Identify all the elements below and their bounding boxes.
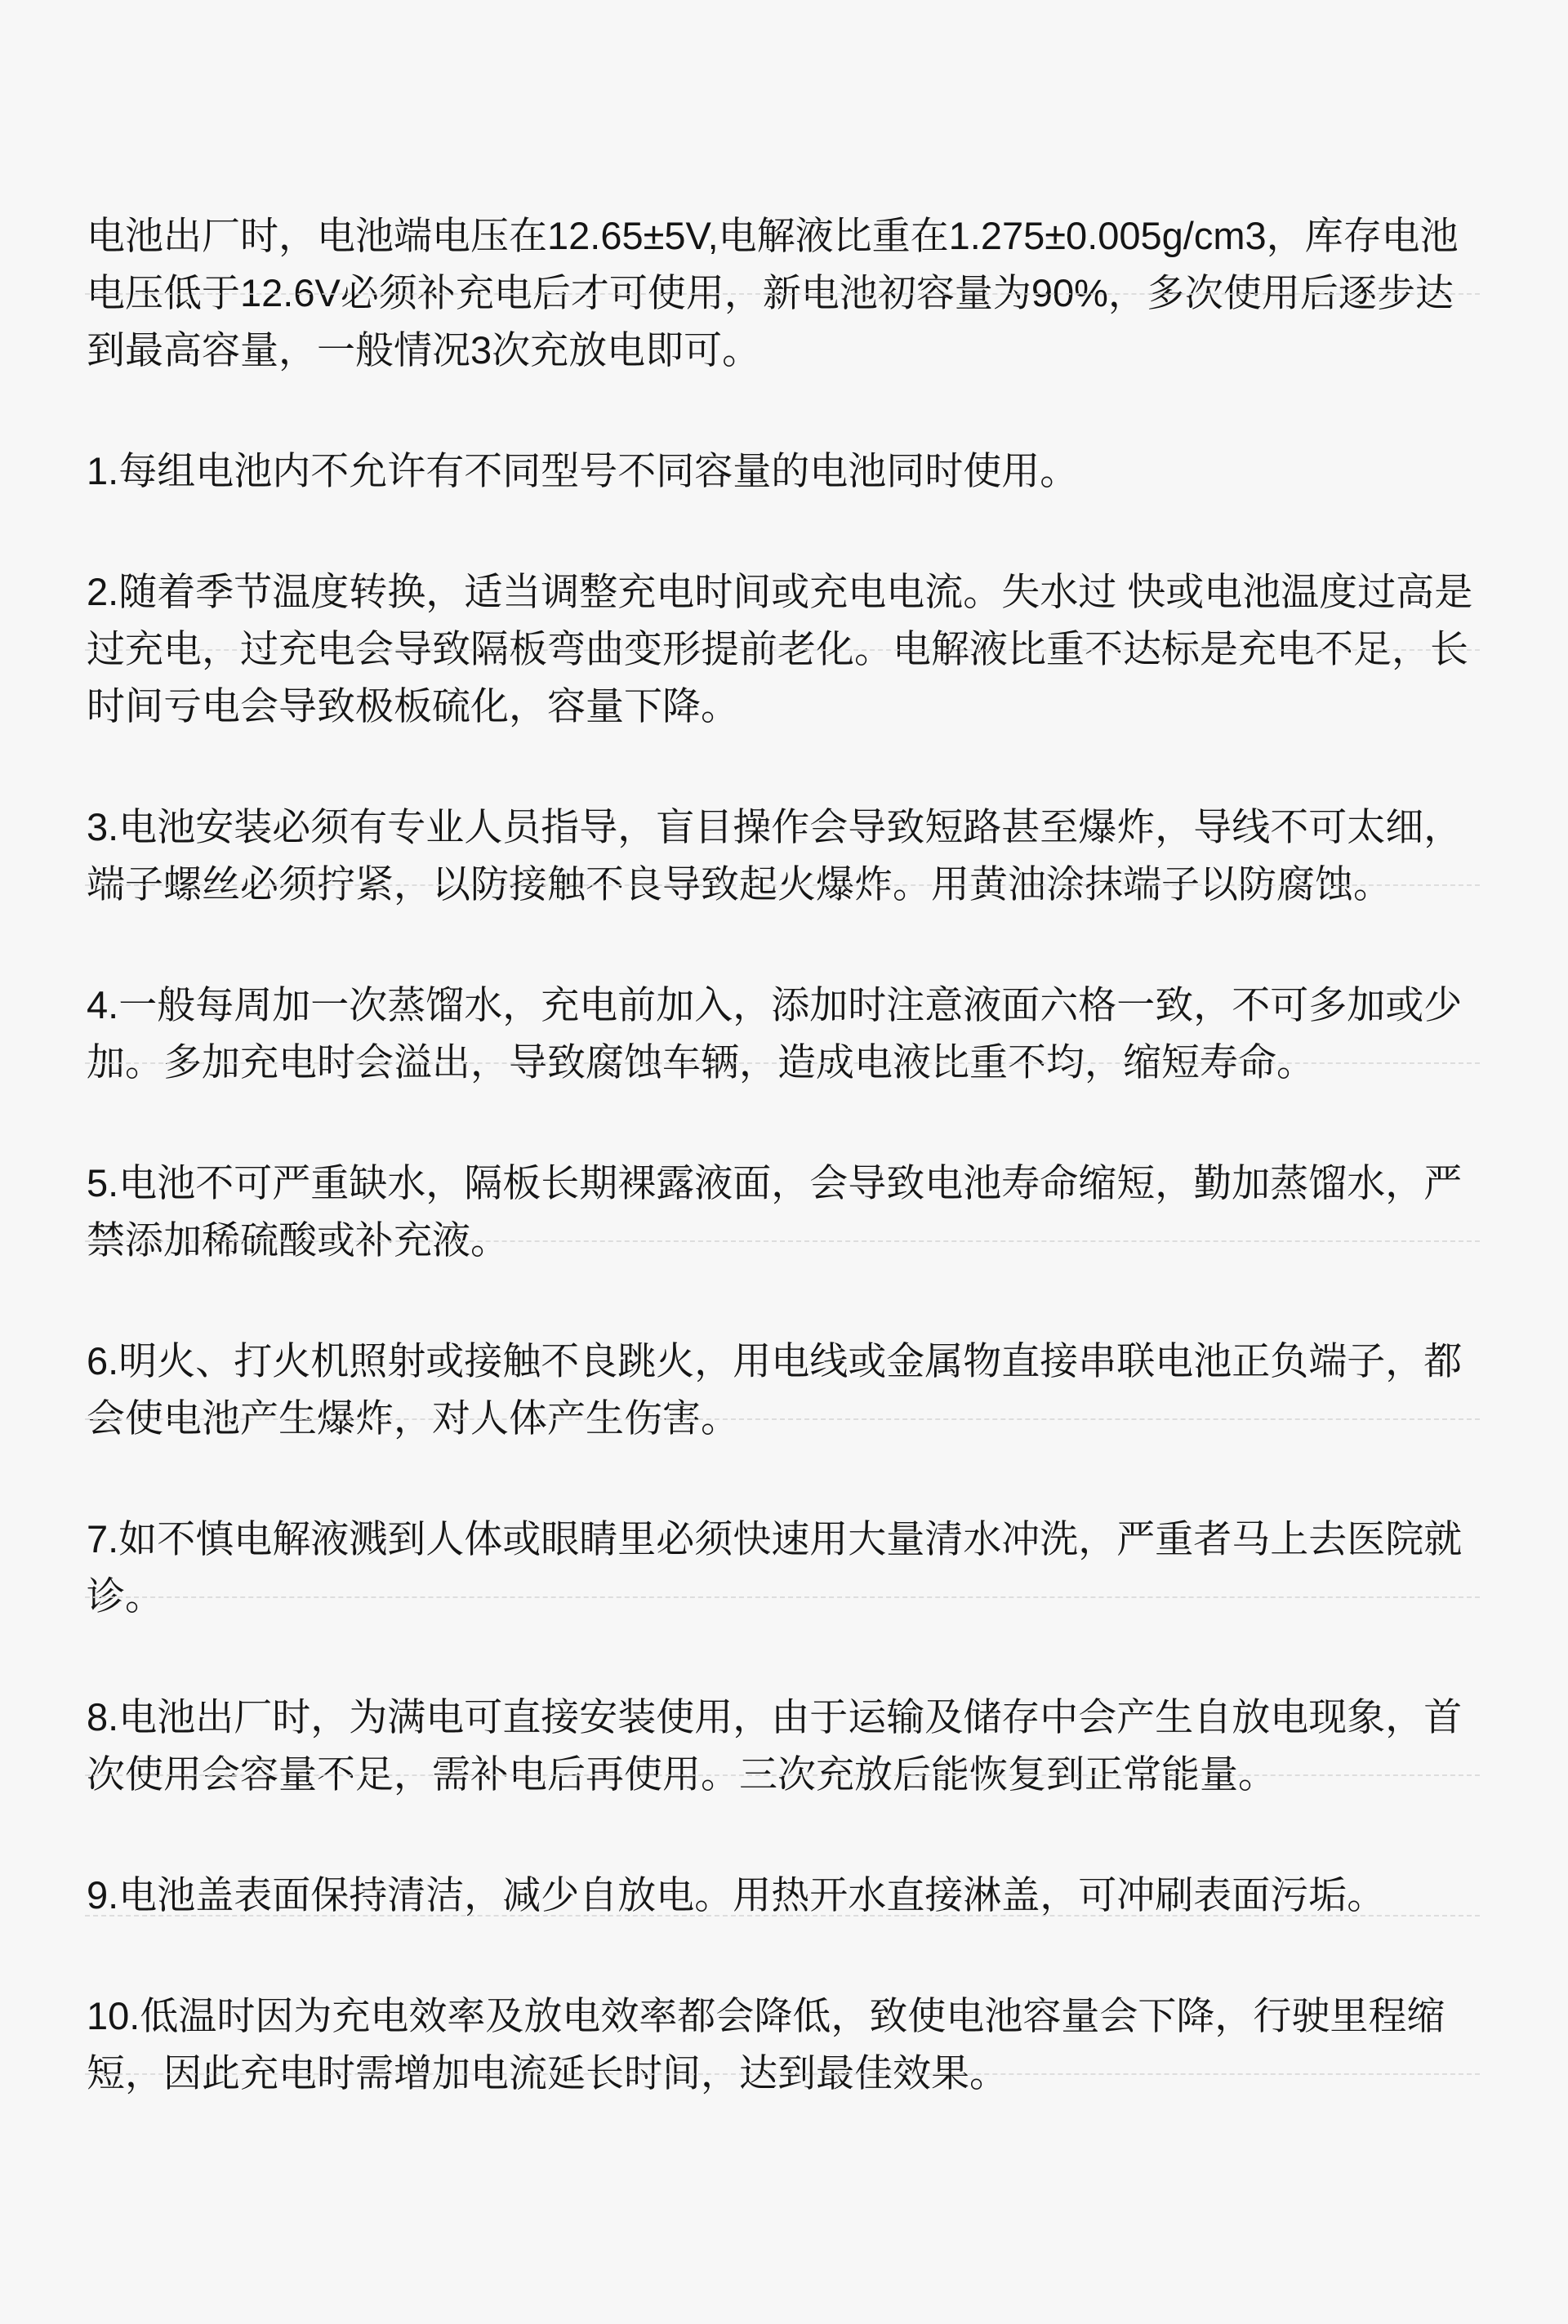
instruction-paragraph: 1.每组电池内不允许有不同型号不同容量的电池同时使用。	[87, 449, 1079, 492]
instruction-paragraph: 4.一般每周加一次蒸馏水，充电前加入，添加时注意液面六格一致，不可多加或少加。多加充电时会溢出，导致腐蚀车辆，造成电液比重不均，缩短寿命。	[87, 983, 1463, 1084]
instruction-paragraph: 7.如不慎电解液溅到人体或眼睛里必须快速用大量清水冲洗，严重者马上去医院就诊。	[87, 1517, 1463, 1618]
instruction-document	[87, 207, 1480, 2166]
instruction-paragraph: 3.电池安装必须有专业人员指导，盲目操作会导致短路甚至爆炸，导线不可太细，端子螺丝必须拧紧，以防接触不良导致起火爆炸。用黄油涂抹端子以防腐蚀。	[87, 805, 1463, 906]
instruction-paragraph: 10.低温时因为充电效率及放电效率都会降低，致使电池容量会下降，行驶里程缩短，因此充电时需增加电流延长时间，达到最佳效果。	[87, 1994, 1446, 2095]
instruction-paragraph: 9.电池盖表面保持清洁，减少自放电。用热开水直接淋盖，可冲刷表面污垢。	[87, 1873, 1386, 1917]
instruction-paragraph: 2.随着季节温度转换，适当调整充电时间或充电电流。失水过 快或电池温度过高是过充电，过充电会导致隔板弯曲变形提前老化。电解液比重不达标是充电不足，长时间亏电会导致极板硫化，容量下降。	[87, 570, 1473, 728]
instruction-paragraph: 6.明火、打火机照射或接触不良跳火，用电线或金属物直接串联电池正负端子，都会使电池产生爆炸，对人体产生伤害。	[87, 1339, 1463, 1440]
intro-paragraph: 电池出厂时，电池端电压在12.65±5V,电解液比重在1.275±0.005g/cm3，库存电池电压低于12.6V必须补充电后才可使用，新电池初容量为90%，多次使用后逐步达到最高容量，一般情况3次充放电即可。	[87, 214, 1459, 372]
instruction-list	[87, 443, 1480, 2102]
instruction-paragraph: 8.电池出厂时，为满电可直接安装使用，由于运输及储存中会产生自放电现象，首次使用会容量不足，需补电后再使用。三次充放后能恢复到正常能量。	[87, 1695, 1463, 1796]
instruction-paragraph: 5.电池不可严重缺水，隔板长期裸露液面，会导致电池寿命缩短，勤加蒸馏水，严禁添加稀硫酸或补充液。	[87, 1161, 1463, 1262]
